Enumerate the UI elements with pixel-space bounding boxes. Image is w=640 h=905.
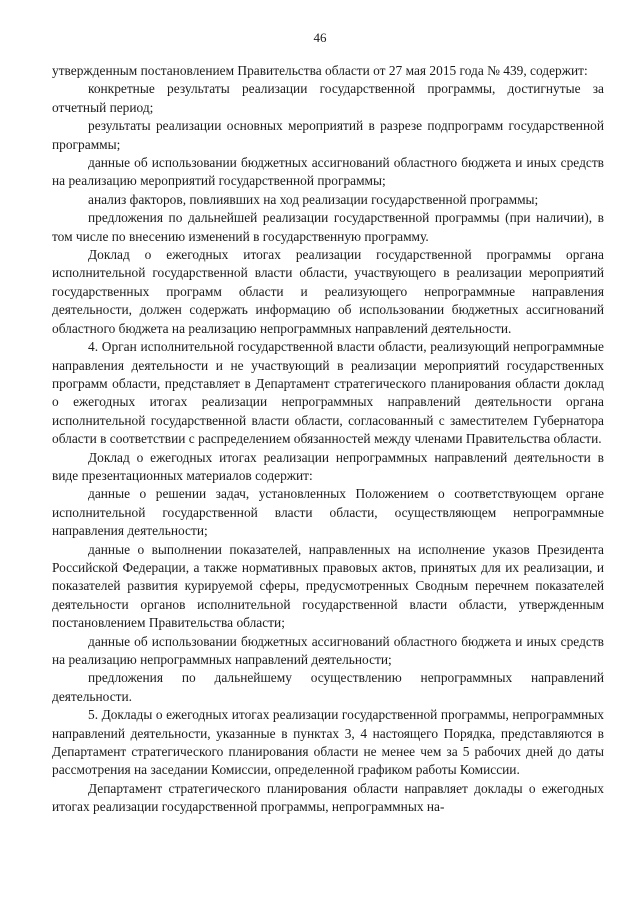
- paragraph: результаты реализации основных мероприятий в разрезе подпрограмм государственной программы;: [52, 118, 604, 152]
- paragraph: 5. Доклады о ежегодных итогах реализации государственной программы, непрограммных направлений деятельности, указанные в пунктах 3, 4 настоящего Порядка, представляются в Департамент стратегического планирования области не менее чем за 5 рабочих дней до даты рассмотрения на заседании Комиссии, определенной графиком работы Комиссии.: [52, 707, 604, 778]
- paragraph: Доклад о ежегодных итогах реализации государственной программы органа исполнительной государственной власти области, участвующего в реализации мероприятий государственных программ области и реализующего непрограммные направления деятельности, должен содержать информацию об использовании бюджетных ассигнований областного бюджета на реализацию непрограммных направлений деятельности.: [52, 247, 604, 336]
- paragraph: 4. Орган исполнительной государственной власти области, реализующий непрограммные направления деятельности и не участвующий в реализации мероприятий государственных программ области, представляет в Департамент стратегического планирования области доклад о ежегодных итогах реализации непрограммных направлений деятельности органа исполнительной государственной власти области, согласованный с заместителем Губернатора области в соответствии с распределением обязанностей между членами Правительства области.: [52, 339, 604, 447]
- paragraph: предложения по дальнейшей реализации государственной программы (при наличии), в том числе по внесению изменений в государственную программу.: [52, 210, 604, 244]
- paragraph: конкретные результаты реализации государственной программы, достигнутые за отчетный период;: [52, 81, 604, 115]
- paragraph: анализ факторов, повлиявших на ход реализации государственной программы;: [88, 191, 539, 207]
- paragraph: данные об использовании бюджетных ассигнований областного бюджета и иных средств на реализацию мероприятий государственной программы;: [52, 155, 604, 189]
- body-text: [52, 62, 604, 817]
- page-number: 46: [313, 30, 327, 45]
- paragraph: Департамент стратегического планирования области направляет доклады о ежегодных итогах реализации государственной программы, непрограммных на-: [52, 780, 604, 815]
- paragraph: предложения по дальнейшему осуществлению непрограммных направлений деятельности.: [52, 670, 604, 704]
- paragraph: данные об использовании бюджетных ассигнований областного бюджета и иных средств на реализацию непрограммных направлений деятельности;: [52, 633, 604, 667]
- paragraph: данные о решении задач, установленных Положением о соответствующем органе исполнительной государственной власти области, осуществляющем непрограммные направления деятельности;: [52, 486, 604, 539]
- paragraph: данные о выполнении показателей, направленных на исполнение указов Президента Российской Федерации, а также нормативных правовых актов, принятых для их реализации, и показателей развития курируемой сферы, предусмотренных Сводным перечнем показателей деятельности органов исполнительной государственной власти области, утвержденным постановлением Правительства области;: [52, 541, 604, 631]
- paragraph: утвержденным постановлением Правительства области от 27 мая 2015 года № 439, содержит:: [52, 63, 588, 78]
- paragraph: Доклад о ежегодных итогах реализации непрограммных направлений деятельности в виде презентационных материалов содержит:: [52, 449, 604, 483]
